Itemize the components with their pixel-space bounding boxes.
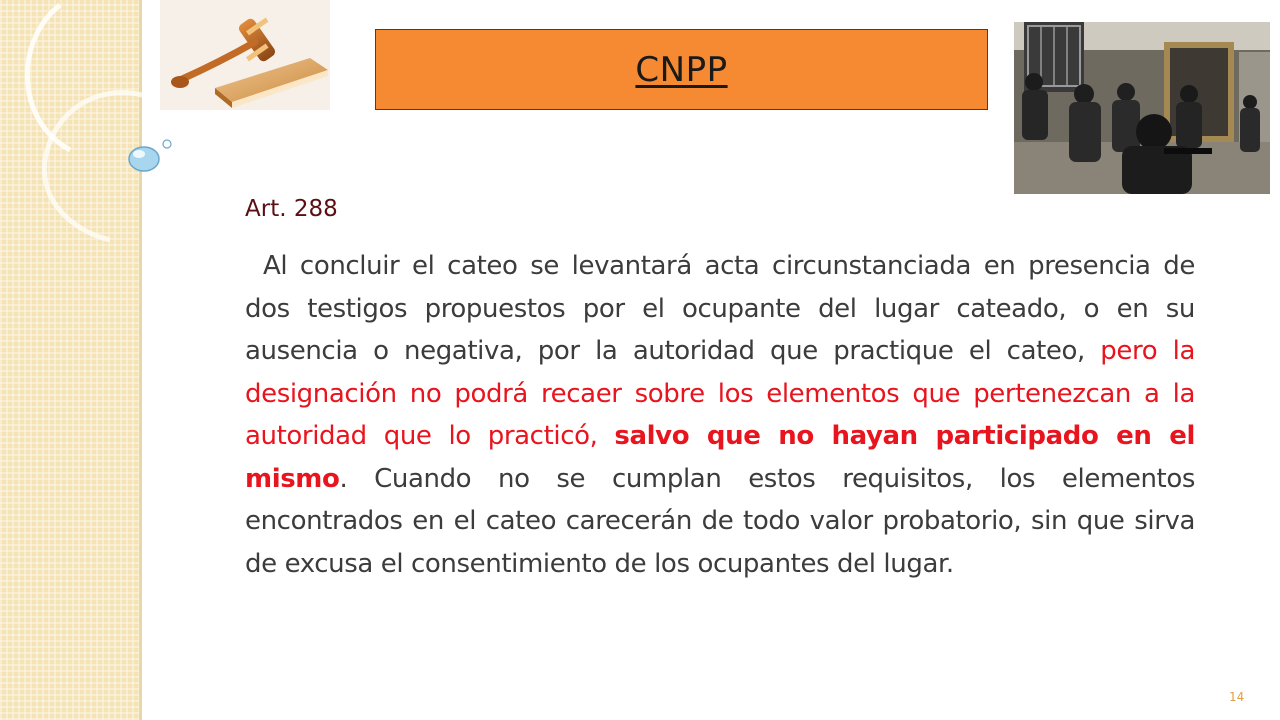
decorative-bubble-icon xyxy=(129,140,171,171)
paragraph-emphasis-text: pero la designación no podrá recaer sobre los elementos que pertenezcan a la autoridad que lo practicó, xyxy=(245,336,1195,451)
gavel-icon xyxy=(160,0,330,110)
article-heading: Art. 288 xyxy=(245,196,338,222)
article-paragraph xyxy=(245,245,1195,585)
title-banner xyxy=(375,29,988,110)
page-number: 14 xyxy=(1229,690,1245,704)
slide-title: CNPP xyxy=(635,49,728,90)
paragraph-text-part4: . Cuando no se cumplan estos requisitos, los elementos encontrados en el cateo carecerán de todo valor probatorio, sin que sirva de excusa el consentimiento de los ocupantes del lugar. xyxy=(245,463,1195,579)
police-raid-photo xyxy=(1014,22,1270,194)
paragraph-text-part1: Al concluir el cateo se levantará acta circunstanciada en presencia de dos testigos propuestos por el ocupante del lugar cateado, o en su ausencia o negativa, por la autoridad que practique el cateo, xyxy=(245,251,1195,366)
paragraph-bold-emphasis-text: salvo que no hayan participado en el mismo xyxy=(245,421,1195,494)
